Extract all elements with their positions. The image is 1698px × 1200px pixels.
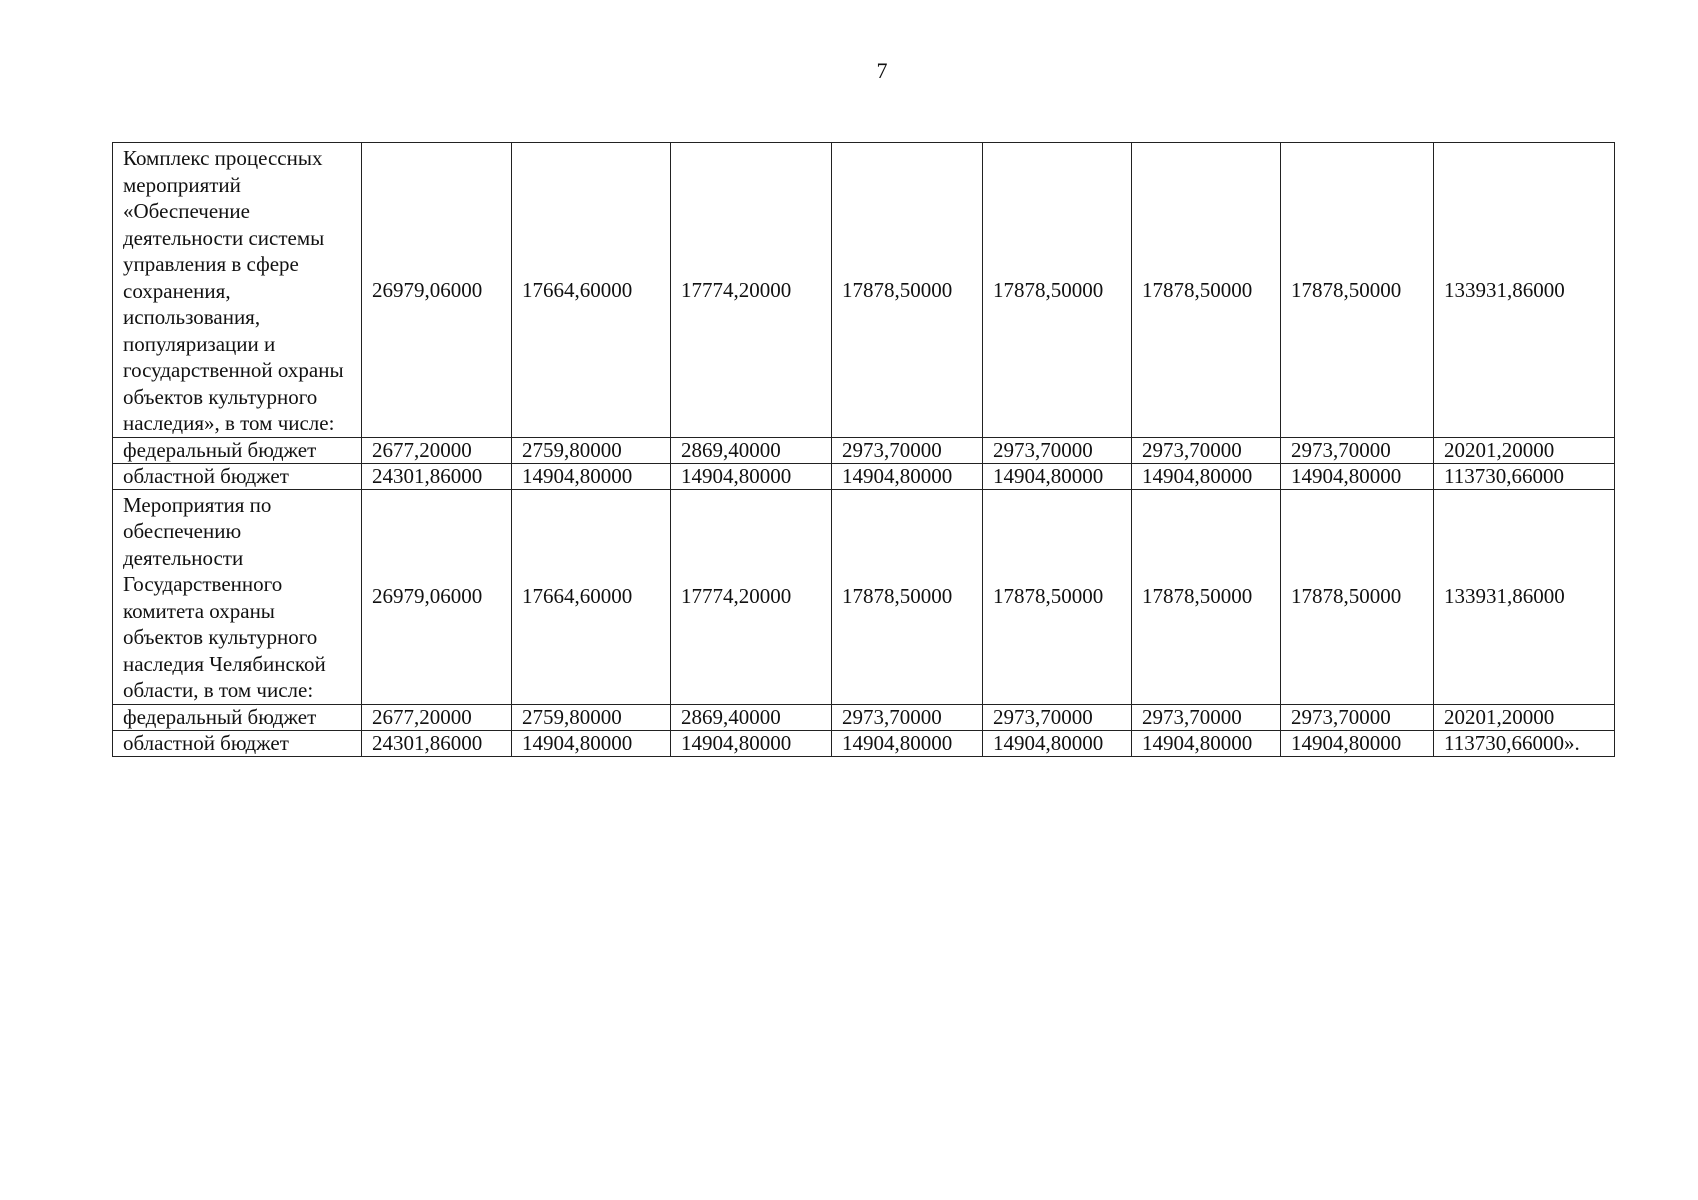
value-cell: 14904,80000 — [832, 730, 983, 756]
total-cell: 20201,20000 — [1434, 704, 1615, 730]
table-row — [113, 463, 1615, 489]
row-label: федеральный бюджет — [113, 437, 362, 463]
table-row — [113, 437, 1615, 463]
value-cell: 14904,80000 — [1132, 463, 1281, 489]
total-cell: 113730,66000 — [1434, 463, 1615, 489]
row-label: федеральный бюджет — [113, 704, 362, 730]
value-cell: 2973,70000 — [1281, 704, 1434, 730]
value-cell: 17664,60000 — [512, 143, 671, 438]
value-cell: 17774,20000 — [671, 489, 832, 704]
value-cell: 2973,70000 — [983, 437, 1132, 463]
value-cell: 24301,86000 — [362, 730, 512, 756]
total-cell: 133931,86000 — [1434, 489, 1615, 704]
value-cell: 26979,06000 — [362, 143, 512, 438]
table-row — [113, 730, 1615, 756]
value-cell: 17878,50000 — [1132, 489, 1281, 704]
value-cell: 2973,70000 — [832, 437, 983, 463]
value-cell: 2973,70000 — [1132, 704, 1281, 730]
value-cell: 2759,80000 — [512, 437, 671, 463]
value-cell: 26979,06000 — [362, 489, 512, 704]
value-cell: 24301,86000 — [362, 463, 512, 489]
value-cell: 17878,50000 — [1281, 489, 1434, 704]
value-cell: 14904,80000 — [512, 730, 671, 756]
row-label: областной бюджет — [113, 730, 362, 756]
total-cell: 20201,20000 — [1434, 437, 1615, 463]
value-cell: 17878,50000 — [983, 489, 1132, 704]
value-cell: 2973,70000 — [1132, 437, 1281, 463]
value-cell: 14904,80000 — [671, 463, 832, 489]
value-cell: 2869,40000 — [671, 437, 832, 463]
value-cell: 17774,20000 — [671, 143, 832, 438]
value-cell: 2677,20000 — [362, 704, 512, 730]
value-cell: 17878,50000 — [832, 489, 983, 704]
value-cell: 14904,80000 — [983, 730, 1132, 756]
value-cell: 14904,80000 — [512, 463, 671, 489]
value-cell: 17878,50000 — [1281, 143, 1434, 438]
row-label: областной бюджет — [113, 463, 362, 489]
value-cell: 2759,80000 — [512, 704, 671, 730]
value-cell: 14904,80000 — [832, 463, 983, 489]
value-cell: 2973,70000 — [983, 704, 1132, 730]
table-row — [113, 704, 1615, 730]
value-cell: 2973,70000 — [832, 704, 983, 730]
value-cell: 14904,80000 — [1132, 730, 1281, 756]
value-cell: 17878,50000 — [832, 143, 983, 438]
row-label: Мероприятия по обеспечению деятельности Государственного комитета охраны объектов культурного наследия Челябинской области, в том числе: — [113, 489, 362, 704]
value-cell: 17664,60000 — [512, 489, 671, 704]
value-cell: 2973,70000 — [1281, 437, 1434, 463]
row-label: Комплекс процессных мероприятий «Обеспечение деятельности системы управления в сфере сохранения, использования, популяризации и государственной охраны объектов культурного наследия», в том числе: — [113, 143, 362, 438]
total-cell: 133931,86000 — [1434, 143, 1615, 438]
total-cell: 113730,66000». — [1434, 730, 1615, 756]
table-row — [113, 143, 1615, 438]
page-number: 7 — [876, 58, 888, 83]
value-cell: 14904,80000 — [1281, 730, 1434, 756]
value-cell: 2677,20000 — [362, 437, 512, 463]
value-cell: 17878,50000 — [983, 143, 1132, 438]
value-cell: 14904,80000 — [983, 463, 1132, 489]
table-row — [113, 489, 1615, 704]
budget-table — [112, 142, 1615, 757]
value-cell: 14904,80000 — [671, 730, 832, 756]
value-cell: 2869,40000 — [671, 704, 832, 730]
value-cell: 17878,50000 — [1132, 143, 1281, 438]
value-cell: 14904,80000 — [1281, 463, 1434, 489]
